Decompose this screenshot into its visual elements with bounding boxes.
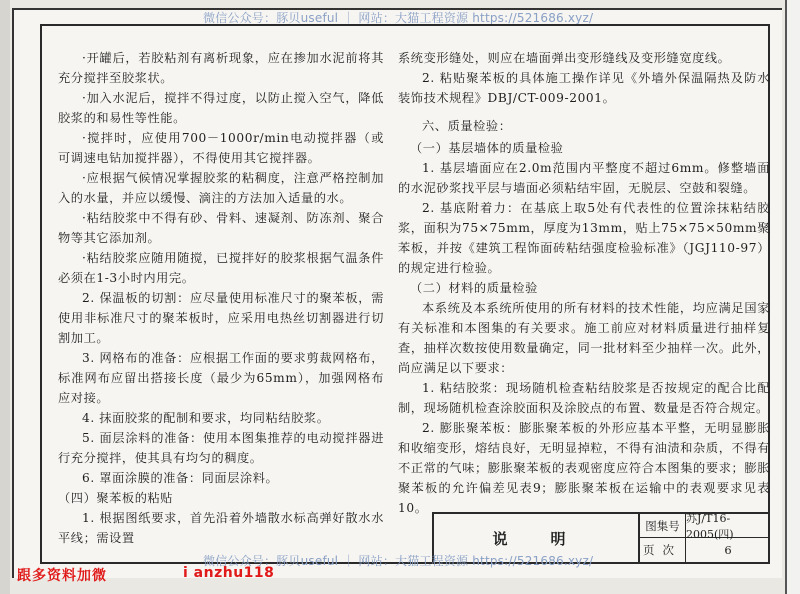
left-paragraph-10: 5. 面层涂料的准备：使用本图集推荐的电动搅拌器进行充分搅拌，使其具有均匀的稠度。	[58, 431, 384, 465]
page-number-value: 6	[724, 543, 732, 557]
left-column	[58, 48, 384, 548]
atlas-number-value: 苏J/T16-2005(四)	[686, 514, 770, 538]
atlas-number-label: 图集号	[640, 514, 686, 538]
title-block-title: 说 明	[434, 514, 640, 562]
right-paragraph-6: 1. 粘结胶浆：现场随机检查粘结胶浆是否按规定的配合比配制，现场随机检查涂胶面积及涂胶点的布置、数量是否符合规定。	[398, 381, 770, 415]
left-paragraph-2: ·加入水泥后，搅拌不得过度，以防止搅入空气，降低胶浆的和易性等性能。	[58, 91, 384, 125]
section-heading-quality: 六、质量检验：	[422, 119, 512, 133]
right-paragraph-2: 2. 粘贴聚苯板的具体施工操作详见《外墙外保温隔热及防水装饰技术规程》DBJ/CT-009-2001。	[398, 71, 770, 105]
watermark-bottom: 微信公众号：豚贝useful ｜ 网站：大猫工程资源 https://521686.xyz/	[203, 554, 594, 568]
watermark-top: 微信公众号：豚贝useful ｜ 网站：大猫工程资源 https://521686.xyz/	[203, 11, 594, 25]
left-paragraph-1: ·开罐后，若胶粘剂有离析现象，应在掺加水泥前将其充分搅拌至胶浆状。	[58, 51, 384, 85]
left-paragraph-8: 3. 网格布的准备：应根据工作面的要求剪裁网格布，标准网布应留出搭接长度（最少为65mm），加强网格布应对接。	[58, 351, 384, 405]
promo-text: 跟多资料加微	[17, 568, 107, 584]
subheading-base-wall: （一）基层墙体的质量检验	[410, 141, 564, 155]
scan-edge-left	[0, 0, 10, 594]
left-paragraph-7: 2. 保温板的切割：应尽量使用标准尺寸的聚苯板，需使用非标准尺寸的聚苯板时，应采用电热丝切割器进行切割加工。	[58, 291, 384, 345]
right-paragraph-3: 1. 基层墙面应在2.0m范围内平整度不超过6mm。修整墙面的水泥砂浆找平层与墙面必须粘结牢固，无脱层、空鼓和裂缝。	[398, 161, 770, 195]
page-number-label: 页次	[640, 538, 686, 562]
left-paragraph-11: 6. 罩面涂膜的准备：同面层涂料。	[82, 471, 279, 485]
right-paragraph-1: 系统变形缝处，则应在墙面弹出变形缝线及变形缝宽度线。	[398, 51, 731, 65]
promo-contact: i anzhu118	[183, 565, 275, 581]
scan-edge-right	[785, 0, 800, 594]
left-paragraph-6: ·粘结胶浆应随用随搅，已搅拌好的胶浆根据气温条件必须在1-3小时内用完。	[58, 251, 384, 285]
right-paragraph-7: 2. 膨胀聚苯板：膨胀聚苯板的外形应基本平整，无明显膨胀和收缩变形，熔结良好，无明显掉粒，不得有油渍和杂质，不得有不正常的气味；膨胀聚苯板的表观密度应符合本图集的要求；膨胀聚苯板的允许偏差见表9；膨胀聚苯板在运输中的表观要求见表10。	[398, 421, 770, 515]
right-paragraph-4: 2. 基底附着力：在基底上取5处有代表性的位置涂抹粘结胶浆，面积为75×75mm，厚度为13mm，贴上75×75×50mm聚苯板，并按《建筑工程饰面砖粘结强度检验标准》（JGJ110-97）的规定进行检验。	[398, 201, 770, 275]
right-column	[398, 48, 770, 518]
left-paragraph-13: 1. 根据图纸要求，首先沿着外墙散水标高弹好散水水平线；需设置	[58, 511, 384, 545]
left-paragraph-9: 4. 抹面胶浆的配制和要求，均同粘结胶浆。	[82, 411, 330, 425]
left-section-heading: （四）聚苯板的粘贴	[58, 491, 174, 505]
left-paragraph-3: ·搅拌时，应使用700－1000r/min电动搅拌器（或可调速电钻加搅拌器），不得使用其它搅拌器。	[58, 131, 384, 165]
left-paragraph-5: ·粘结胶浆中不得有砂、骨料、速凝剂、防冻剂、聚合物等其它添加剂。	[58, 211, 384, 245]
right-paragraph-5: 本系统及本系统所使用的所有材料的技术性能，均应满足国家有关标准和本图集的有关要求。施工前应对材料质量进行抽样复查，抽样次数按使用数量确定，同一批材料至少抽样一次。此外，尚应满足以下要求：	[398, 301, 770, 375]
left-paragraph-4: ·应根据气候情况掌握胶浆的粘稠度，注意严格控制加入的水量，并应以缓慢、滴注的方法加入适量的水。	[58, 171, 384, 205]
subheading-materials: （二）材料的质量检验	[410, 281, 538, 295]
